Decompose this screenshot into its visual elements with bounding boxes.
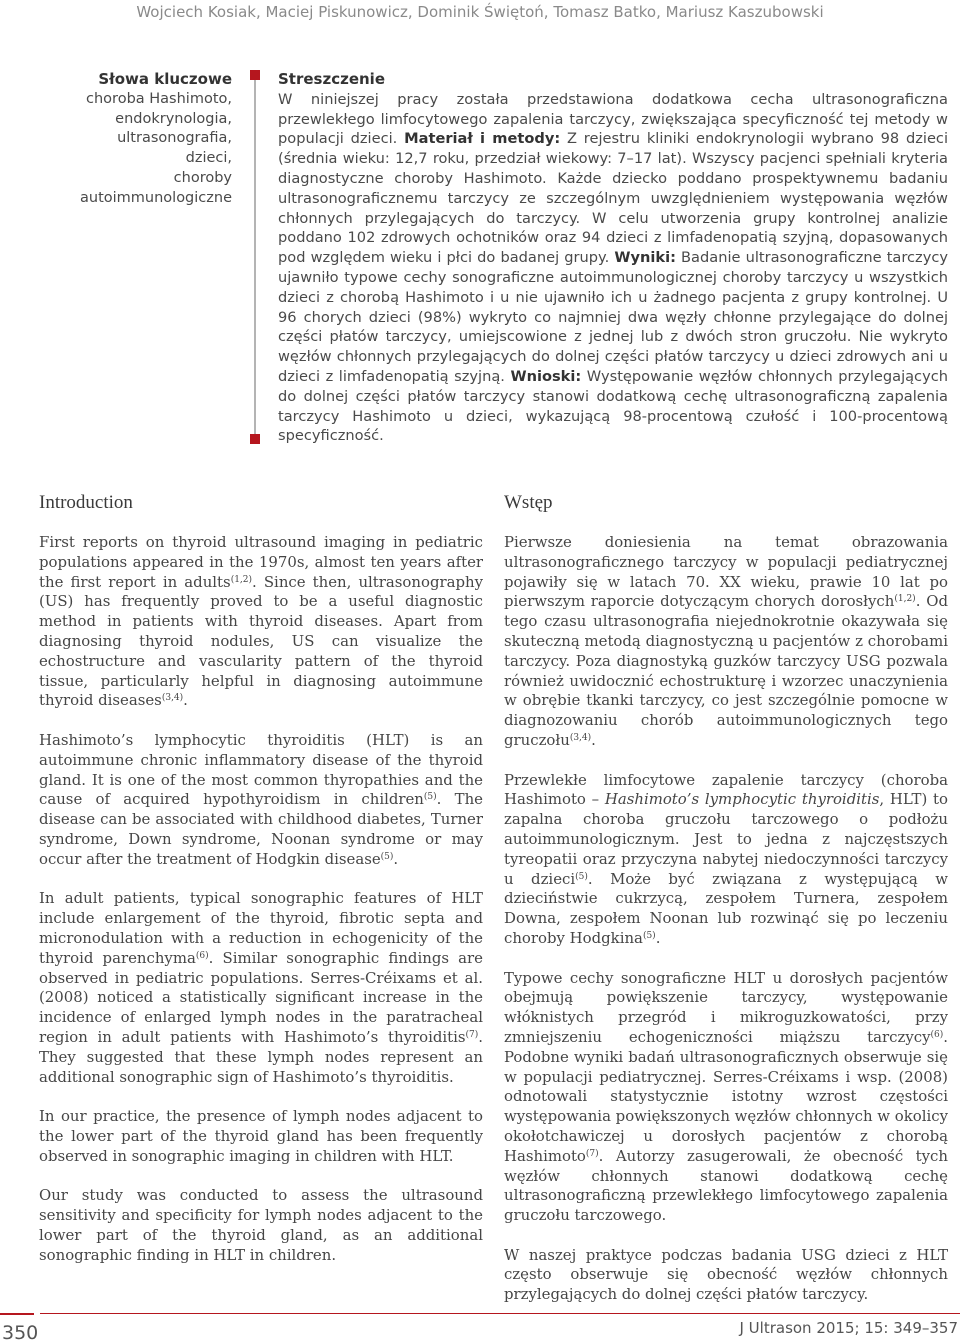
text-run: . Since then, ultrasonography (US) has frequently proved to be a useful diagnostic method in patients with thyroid diseases. Apart from diagnosing thyroid nodules, US can visualize the echostructure and vascularity pattern of the thyroid tissue, particularly helpful in diagnosing autoimmune thyroid diseases: [39, 572, 484, 710]
text-run: , HLT) to zapalna choroba gruczołu tarczowego o podłożu autoimmunologicznym. Jest to jedna z najczęstszych tyreopatii oraz przyczyna nabytej niedoczynności tarczycy u dzieci: [504, 790, 948, 888]
text-run: . The disease can be associated with childhood diabetes, Turner syndrome, Down syndrome, Noonan syndrome or may occur after the treatment of Hodgkin disease: [39, 790, 483, 868]
page-number: 350: [2, 1322, 39, 1344]
abstract-conclusions: Występowanie węzłów chłonnych przylegających do dolnej części płatów tarczycy stanowi dodatkową cechę ultrasonograficzną zapalenia tarczycy Hashimoto u dzieci, wykazującą 98-procentową czułość i 100-procentową specyficzność.: [278, 367, 948, 445]
abstract-methods: Z rejestru kliniki endokrynologii wybrano 98 dzieci (średnia wieku: 12,7 roku, przedział wiekowy: 7–17 lat). Wszyscy pacjenci spełniali kryteria diagnostyczne choroby Hashimoto. Każde dziecko poddano prospektywnemu badaniu ultrasonograficznemu tarczycy ze szczególnym uwzględnieniem występowania węzłów chłonnych przylegających do tarczycy. W celu utworzenia grupy kontrolnej analizie poddano 102 zdrowych ochotników oraz 94 dzieci z limfadenopatią szyjną, dopasowanych pod względem wieku i płci do badanej grupy.: [278, 130, 949, 267]
footer-rule: [40, 1313, 960, 1314]
divider-top-marker: [250, 70, 260, 80]
citation: (5): [380, 851, 394, 862]
abstract-methods-label: Materiał i metody:: [404, 130, 561, 148]
citation: (1,2): [230, 574, 253, 585]
citation: (3,4): [161, 693, 184, 704]
section-heading-introduction: Introduction: [39, 492, 133, 513]
abstract-conclusions-label: Wnioski:: [510, 367, 582, 385]
keywords-title: Słowa kluczowe: [98, 70, 232, 88]
section-heading-wstep: Wstęp: [504, 492, 553, 513]
abstract-body: [278, 90, 948, 446]
citation: (7): [465, 1029, 479, 1040]
paragraph: [504, 771, 948, 949]
polish-column: [504, 490, 948, 1325]
text-run: . Podobne wyniki badań ultrasonograficznych obserwuje się w populacji pediatrycznej. Serres-Créixams i wsp. (2008) odnotowali statystycznie istotny wzrost częstości występowania powiększonych węzłów chłonnych w okolicy okołotchawiczej u dorosłych pacjentów z chorobą Hashimoto: [504, 1027, 948, 1165]
text-run: . Może być związana z występującą w dzieciństwie cukrzycą, zespołem Turnera, zespołem Downa, zespołem Noonan lub rozwinąć się po leczeniu choroby Hodgkina: [504, 869, 948, 947]
paragraph: [504, 533, 948, 751]
paragraph: In our practice, the presence of lymph nodes adjacent to the lower part of the thyroid gland has been frequently observed in sonographic imaging in children with HLT.: [39, 1107, 483, 1165]
citation: (3,4): [569, 732, 592, 743]
citation: (5): [423, 792, 437, 803]
abstract-title: Streszczenie: [278, 70, 385, 88]
text-run: In adult patients, typical sonographic features of HLT include enlargement of the thyroid, fibrotic septa and micronodulation with a reduction in echogenicity of the thyroid parenchyma: [39, 889, 483, 967]
keyword-item: endokrynologia,: [115, 110, 232, 127]
paragraph: W naszej praktyce podczas badania USG dzieci z HLT często obserwuje się obecność węzłów chłonnych przylegających do dolnej części płatów tarczycy.: [504, 1245, 948, 1304]
abstract: [278, 70, 948, 446]
vertical-divider: [254, 70, 256, 442]
text-run: Przewlekłe limfocytowe zapalenie tarczycy (choroba Hashimoto –: [504, 770, 948, 809]
footer-rule-left: [0, 1313, 34, 1315]
abstract-results: Badanie ultrasonograficzne tarczycy ujawniło typowe cechy sonograficzne autoimmunologicznej choroby tarczycy u wszystkich dzieci z chorobą Hashimoto i u nie ujawniło ich u żadnego pacjenta z grupy kontrolnej. U 96 chorych dzieci (98%) wykryto co najmniej dwa węzły chłonne przylegające do dolnej części płatów tarczycy, umiejscowione z jednej lub z dwóch stron gruczołu. Nie wykryto węzłów chłonnych przylegających do dolnej części płatów tarczycy u dzieci zdrowych ani u dzieci z limfadenopatią szyjną.: [278, 249, 949, 385]
citation: (5): [642, 930, 656, 941]
paragraph: [39, 533, 483, 711]
keyword-item: autoimmunologiczne: [80, 189, 232, 206]
keywords-block: [40, 70, 232, 209]
text-run: First reports on thyroid ultrasound imaging in pediatric populations appeared in the 1970s, almost ten years after the first report in adults: [39, 533, 483, 591]
paragraph: [39, 731, 483, 870]
text-run: .: [655, 928, 661, 947]
citation: (1,2): [894, 594, 916, 605]
keyword-item: dzieci,: [185, 150, 232, 167]
citation: (6): [930, 1029, 944, 1040]
paragraph: [39, 889, 483, 1087]
text-run: Typowe cechy sonograficzne HLT u dorosłych pacjentów obejmują powiększenie tarczycy, występowanie włóknistych przegród i mikroguzkowatości, przy zmniejszeniu echogeniczności miąższu tarczycy: [504, 968, 948, 1046]
text-run: .: [591, 730, 596, 749]
journal-reference: J Ultrason 2015; 15: 349–357: [739, 1319, 958, 1337]
english-column: [39, 490, 483, 1285]
text-run: . Autorzy zasugerowali, że obecność tych węzłów chłonnych stanowi dodatkową cechę ultrasonograficzną przewlekłego limfocytowego zapalenia gruczołu tarczowego.: [504, 1146, 948, 1225]
text-run: . Similar sonographic findings are observed in pediatric populations. Serres-Créixams et al. (2008) noticed a statistically significant increase in the incidence of enlarged lymph nodes in the paratracheal region in adult patients with Hashimoto’s thyroiditis: [39, 948, 483, 1046]
text-run: Hashimoto’s lymphocytic thyroiditis (HLT) is an autoimmune chronic inflammatory disease of the thyroid gland. It is one of the most common thyropathies and the cause of acquired hypothyroidism in children: [39, 730, 483, 809]
abstract-results-label: Wyniki:: [614, 249, 676, 267]
keyword-item: choroba Hashimoto,: [86, 90, 232, 107]
divider-bottom-marker: [250, 434, 260, 444]
text-run: .: [393, 849, 399, 868]
citation: (5): [575, 871, 588, 882]
citation: (6): [195, 950, 209, 961]
citation: (7): [585, 1148, 599, 1159]
paragraph: [504, 969, 948, 1226]
text-run: Pierwsze doniesienia na temat obrazowania ultrasonograficznego tarczycy w populacji pediatrycznej pojawiły się w latach 70. XX wieku, prawie 10 lat po pierwszym raporcie dotyczącym chorych dorosłych: [504, 533, 948, 611]
abstract-intro: W niniejszej pracy została przedstawiona dodatkowa cecha ultrasonograficzna przewlekłego limfocytowego zapalenia tarczycy, zwiększająca specyficzność tej metody w populacji dzieci.: [278, 90, 948, 148]
text-run: . Od tego czasu ultrasonografia niejednokrotnie okazywała się skuteczną metodą diagnostyczną u pacjentów z chorobami tarczycy. Poza diagnostyką guzków tarczycy USG pozwala również uwidocznić echostrukturę i wzorzec unaczynienia w obrębie tkanki tarczycy, co jest szczególnie pomocne w diagnozowaniu chorób autoimmunologicznych tego gruczołu: [504, 592, 948, 749]
keyword-item: choroby: [173, 169, 232, 186]
text-run: .: [183, 691, 188, 710]
running-header-authors: Wojciech Kosiak, Maciej Piskunowicz, Dominik Świętoń, Tomasz Batko, Mariusz Kaszubowski: [136, 3, 824, 21]
paragraph: Our study was conducted to assess the ultrasound sensitivity and specificity for lymph nodes adjacent to the lower part of the thyroid gland, as an additional sonographic finding in HLT in children.: [39, 1186, 483, 1264]
italic-term: Hashimoto’s lymphocytic thyroiditis: [604, 790, 880, 809]
keyword-item: ultrasonografia,: [117, 130, 232, 147]
text-run: . They suggested that these lymph nodes represent an additional sonographic sign of Hashimoto’s thyroiditis.: [39, 1027, 483, 1086]
